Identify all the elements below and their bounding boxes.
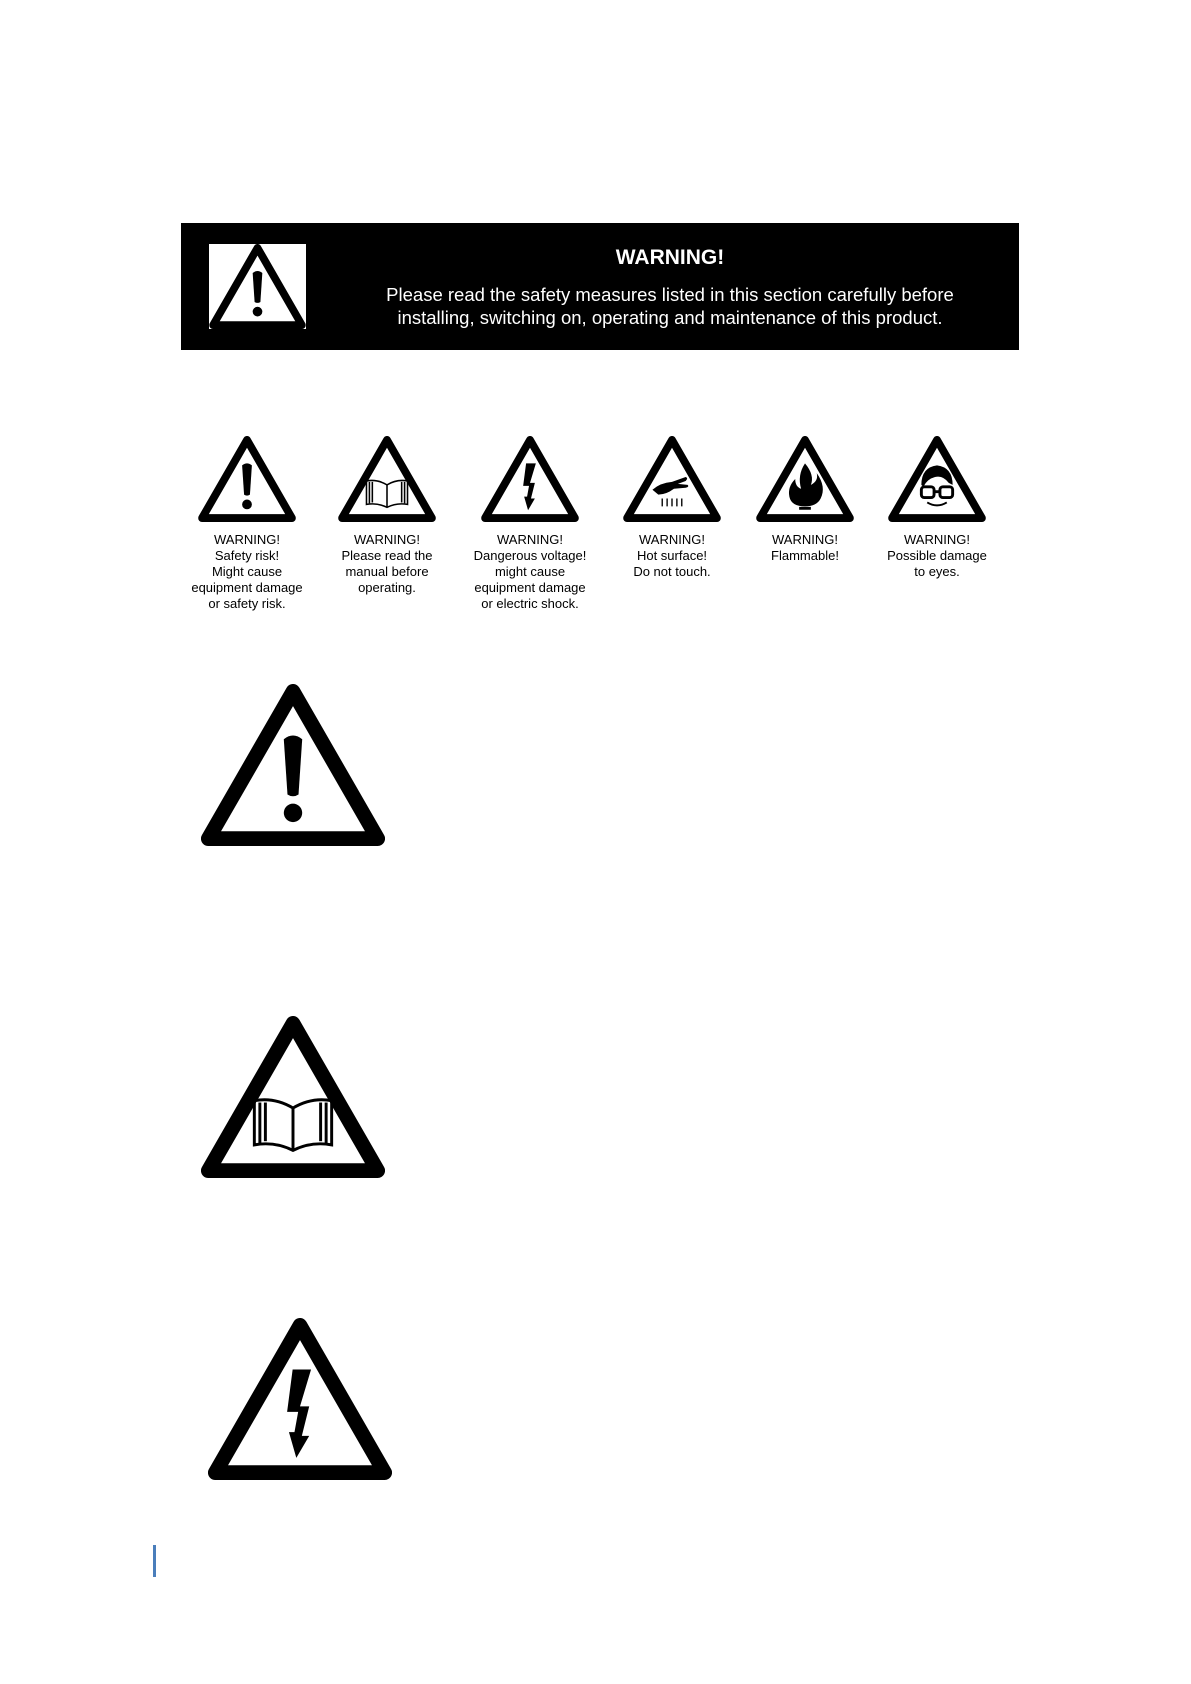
legend-item-eye-damage — [862, 436, 1012, 580]
caption-line: Possible damage — [887, 548, 987, 563]
caption-line: WARNING! — [772, 532, 838, 547]
banner-line: installing, switching on, operating and maintenance of this product. — [397, 307, 943, 328]
caption-line: Dangerous voltage! — [473, 548, 587, 563]
eye-damage-icon — [888, 436, 986, 522]
flammable-icon — [756, 436, 854, 522]
caption-line: WARNING! — [904, 532, 970, 547]
caption-line: or electric shock. — [481, 596, 579, 611]
caption-line: to eyes. — [914, 564, 960, 579]
banner-text — [321, 283, 1019, 329]
caption-line: equipment damage — [191, 580, 303, 595]
caption-line: Might cause — [211, 564, 283, 579]
hot-surface-icon — [623, 436, 721, 522]
caption-line: Please read the — [341, 548, 433, 563]
section-safety-risk-icon — [200, 684, 386, 846]
caption-line: WARNING! — [497, 532, 563, 547]
caption-line: equipment damage — [474, 580, 586, 595]
legend-item-safety-risk — [172, 436, 322, 612]
exclamation-warning-icon — [198, 436, 296, 522]
legend-item-flammable — [730, 436, 880, 564]
caption-line: or safety risk. — [208, 596, 286, 611]
electric-shock-icon — [481, 436, 579, 522]
section-electric-shock-icon — [207, 1318, 393, 1480]
banner-line: Please read the safety measures listed in this section carefully before — [386, 284, 954, 305]
legend-caption — [455, 532, 605, 612]
warning-banner — [181, 223, 1019, 350]
caption-line: WARNING! — [639, 532, 705, 547]
legend-caption — [597, 532, 747, 580]
caption-line: Safety risk! — [214, 548, 280, 563]
caption-line: operating. — [358, 580, 416, 595]
legend-caption — [172, 532, 322, 612]
electric-shock-icon — [207, 1318, 393, 1480]
legend-item-read-manual — [312, 436, 462, 596]
caption-line: manual before — [345, 564, 429, 579]
caption-line: Do not touch. — [633, 564, 711, 579]
read-manual-icon — [338, 436, 436, 522]
legend-caption — [312, 532, 462, 596]
page-margin-marker — [153, 1545, 156, 1577]
exclamation-warning-icon — [200, 684, 386, 846]
banner-title: WARNING! — [615, 246, 725, 269]
legend-item-dangerous-voltage — [455, 436, 605, 612]
legend-item-hot-surface — [597, 436, 747, 580]
read-manual-icon — [200, 1016, 386, 1178]
caption-line: WARNING! — [214, 532, 280, 547]
caption-line: Flammable! — [771, 548, 839, 563]
caption-line: Hot surface! — [636, 548, 708, 563]
caption-line: WARNING! — [354, 532, 420, 547]
section-read-manual-icon — [200, 1016, 386, 1178]
caption-line: might cause — [494, 564, 566, 579]
exclamation-warning-icon — [209, 244, 306, 329]
legend-caption — [730, 532, 880, 564]
legend-caption — [862, 532, 1012, 580]
